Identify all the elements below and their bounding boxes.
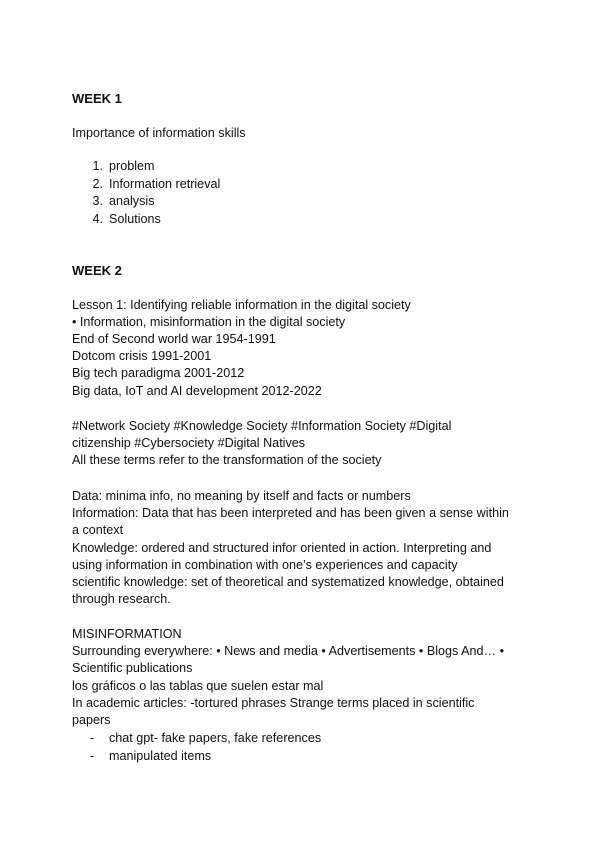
text-line: citizenship #Cybersociety #Digital Natives bbox=[72, 436, 306, 450]
list-text: manipulated items bbox=[109, 749, 212, 763]
list-number: 2. bbox=[92, 177, 103, 191]
text-line: Knowledge: ordered and structured infor oriented in action. Interpreting and bbox=[72, 541, 492, 555]
text-line: Information: Data that has been interpreted and has been given a sense within bbox=[72, 506, 509, 520]
text-line: los gráficos o las tablas que suelen estar mal bbox=[72, 679, 324, 693]
text-line: All these terms refer to the transformation of the society bbox=[72, 453, 382, 467]
list-number: 3. bbox=[92, 194, 103, 208]
week1-heading: WEEK 1 bbox=[72, 91, 122, 106]
text-line: Big data, IoT and AI development 2012-2022 bbox=[72, 384, 322, 398]
text-line: Data: minima info, no meaning by itself and facts or numbers bbox=[72, 489, 411, 503]
list-number: 4. bbox=[92, 212, 103, 226]
text-line: a context bbox=[72, 523, 124, 537]
text-line: scientific knowledge: set of theoretical and systematized knowledge, obtained bbox=[72, 575, 504, 589]
week1-subtitle: Importance of information skills bbox=[72, 126, 246, 140]
text-line: Big tech paradigma 2001-2012 bbox=[72, 366, 245, 380]
list-text: problem bbox=[109, 159, 155, 173]
text-line: through research. bbox=[72, 592, 171, 606]
week2-heading: WEEK 2 bbox=[72, 263, 122, 278]
text-line: Dotcom crisis 1991-2001 bbox=[72, 349, 212, 363]
text-line: #Network Society #Knowledge Society #Information Society #Digital bbox=[72, 419, 452, 433]
text-line: • Information, misinformation in the digital society bbox=[72, 315, 346, 329]
list-text: chat gpt- fake papers, fake references bbox=[109, 731, 322, 745]
text-line: using information in combination with one’s experiences and capacity bbox=[72, 558, 458, 572]
section-title: MISINFORMATION bbox=[72, 627, 182, 641]
list-text: Information retrieval bbox=[109, 177, 221, 191]
list-text: Solutions bbox=[109, 212, 161, 226]
text-line: Lesson 1: Identifying reliable information in the digital society bbox=[72, 298, 411, 312]
text-line: Surrounding everywhere: • News and media • Advertisements • Blogs And… • bbox=[72, 644, 505, 658]
text-line: Scientific publications bbox=[72, 661, 193, 675]
list-text: analysis bbox=[109, 194, 155, 208]
dash-marker: - bbox=[90, 731, 95, 745]
text-line: In academic articles: -tortured phrases Strange terms placed in scientific bbox=[72, 696, 475, 710]
text-line: papers bbox=[72, 713, 111, 727]
dash-marker: - bbox=[90, 749, 95, 763]
text-line: End of Second world war 1954-1991 bbox=[72, 332, 276, 346]
list-number: 1. bbox=[92, 159, 103, 173]
